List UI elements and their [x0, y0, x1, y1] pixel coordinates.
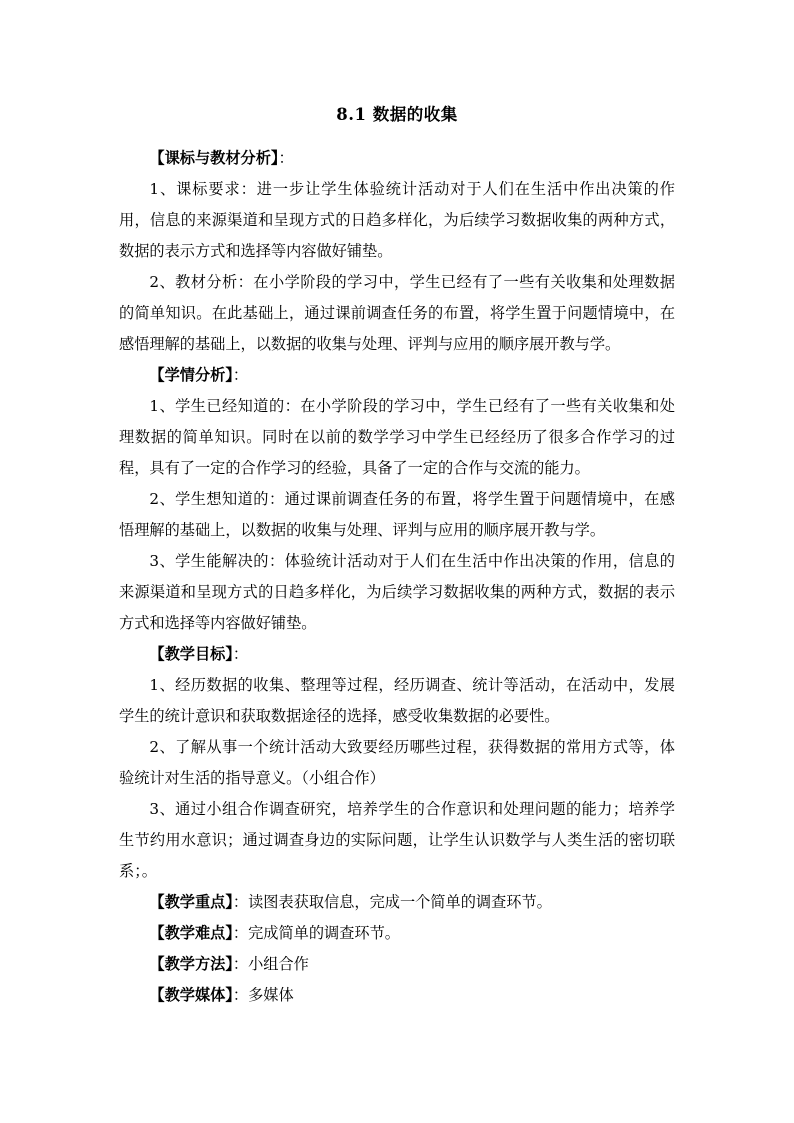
paragraph: 2、教材分析：在小学阶段的学习中，学生已经有了一些有关收集和处理数据的简单知识。在此基础上，通过课前调查任务的布置，将学生置于问题情境中，在感悟理解的基础上，以数据的收集与处理、评判与应用的顺序展开教与学。 [119, 273, 675, 353]
section-heading-learning [119, 360, 675, 391]
heading-colon: ： [232, 645, 249, 663]
paragraph: 1、经历数据的收集、整理等过程，经历调查、统计等活动，在活动中，发展学生的统计意识和获取数据途径的选择，感受收集数据的必要性。 [119, 676, 675, 725]
heading-label: 【课标与教材分析】 [149, 149, 279, 167]
document-body [119, 143, 675, 1011]
paragraph: 3、学生能解决的：体验统计活动对于人们在生活中作出决策的作用，信息的来源渠道和呈现方式的日趋多样化，为后续学习数据收集的两种方式，数据的表示方式和选择等内容做好铺垫。 [119, 552, 675, 632]
heading-colon: ： [278, 149, 294, 167]
section-method [119, 949, 675, 980]
paragraph: 2、了解从事一个统计活动大致要经历哪些过程，获得数据的常用方式等，体验统计对生活的指导意义。（小组合作） [119, 738, 675, 787]
section-heading-goals [119, 639, 675, 670]
section-difficulty [119, 918, 675, 949]
paragraph: 1、学生已经知道的：在小学阶段的学习中，学生已经有了一些有关收集和处理数据的简单知识。同时在以前的数学学习中学生已经经历了很多合作学习的过程，具有了一定的合作学习的经验，具备了一定的合作与交流的能力。 [119, 397, 675, 477]
heading-colon: ： [232, 366, 249, 384]
document-title: 8.1 数据的收集 [336, 105, 458, 124]
heading-label: 【教学目标】 [149, 645, 233, 663]
paragraph: 2、学生想知道的：通过课前调查任务的布置，将学生置于问题情境中，在感悟理解的基础上，以数据的收集与处理、评判与应用的顺序展开教与学。 [119, 490, 675, 539]
heading-label: 【教学难点】 [149, 924, 233, 942]
section-heading-curriculum [119, 143, 675, 174]
heading-label: 【教学媒体】 [149, 986, 233, 1004]
section-text: ：多媒体 [232, 986, 294, 1004]
heading-label: 【教学方法】 [149, 955, 233, 973]
section-text: ：完成简单的调查环节。 [232, 924, 400, 942]
section-key-point [119, 887, 675, 918]
paragraph: 1、课标要求：进一步让学生体验统计活动对于人们在生活中作出决策的作用，信息的来源渠道和呈现方式的日趋多样化，为后续学习数据收集的两种方式，数据的表示方式和选择等内容做好铺垫。 [119, 180, 675, 260]
paragraph: 3、通过小组合作调查研究，培养学生的合作意识和处理问题的能力；培养学生节约用水意识；通过调查身边的实际问题，让学生认识数学与人类生活的密切联系；。 [119, 800, 675, 880]
section-media [119, 980, 675, 1011]
heading-label: 【学情分析】 [149, 366, 233, 384]
section-text: ：读图表获取信息，完成一个简单的调查环节。 [232, 893, 552, 911]
section-text: ：小组合作 [232, 955, 309, 973]
heading-label: 【教学重点】 [149, 893, 233, 911]
